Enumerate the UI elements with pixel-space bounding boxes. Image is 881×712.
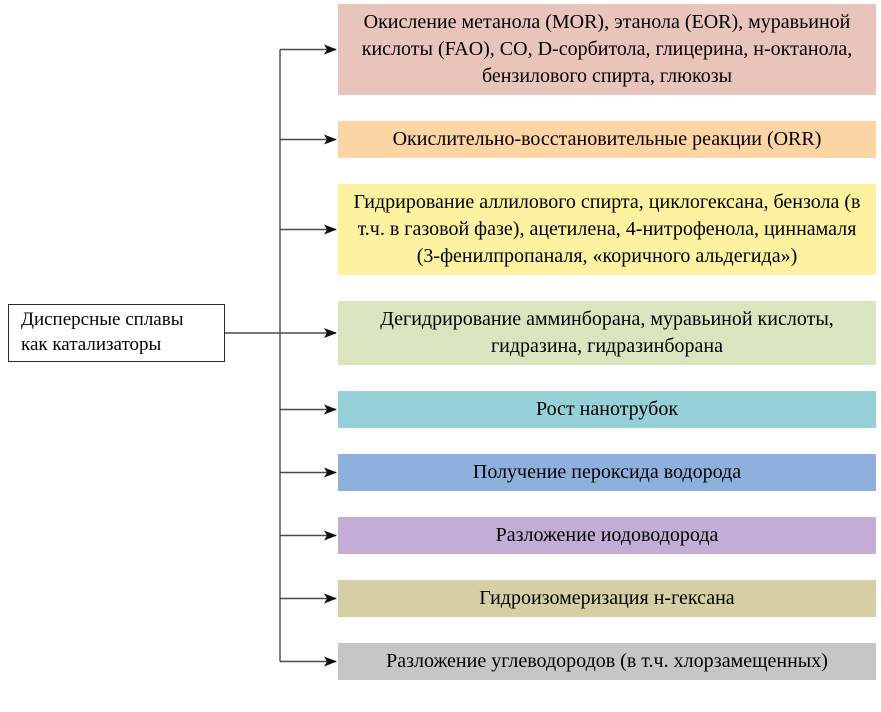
branch-node-hydrogen-iodide-decomposition: Разложение иодоводорода [338, 517, 876, 554]
branch-node-hydrogenation: Гидрирование аллилового спирта, циклогексана, бензола (в т.ч. в газовой фазе), ацетилена, 4-нитрофенола, циннамаля (3-фенилпропаналя, «коричного альдегида») [338, 184, 876, 275]
branch-node-orr: Окислительно-восстановительные реакции (ORR) [338, 121, 876, 158]
branch-node-hydrogen-peroxide: Получение пероксида водорода [338, 454, 876, 491]
connector-lines [225, 50, 336, 662]
branch-node-nanotube-growth: Рост нанотрубок [338, 391, 876, 428]
root-node [8, 304, 225, 362]
branch-node-hydroisomerization: Гидроизомеризация н-гексана [338, 580, 876, 617]
root-node-label: Дисперсные сплавы как катализаторы [21, 309, 184, 355]
branch-node-oxidation: Окисление метанола (MOR), этанола (EOR), муравьиной кислоты (FAO), CO, D-сорбитола, глицерина, н-октанола, бензилового спирта, глюкозы [338, 4, 876, 95]
branch-node-hydrocarbon-decomposition: Разложение углеводородов (в т.ч. хлорзамещенных) [338, 643, 876, 680]
branch-node-dehydrogenation: Дегидрирование амминборана, муравьиной кислоты, гидразина, гидразинборана [338, 301, 876, 365]
branch-list [338, 4, 876, 680]
